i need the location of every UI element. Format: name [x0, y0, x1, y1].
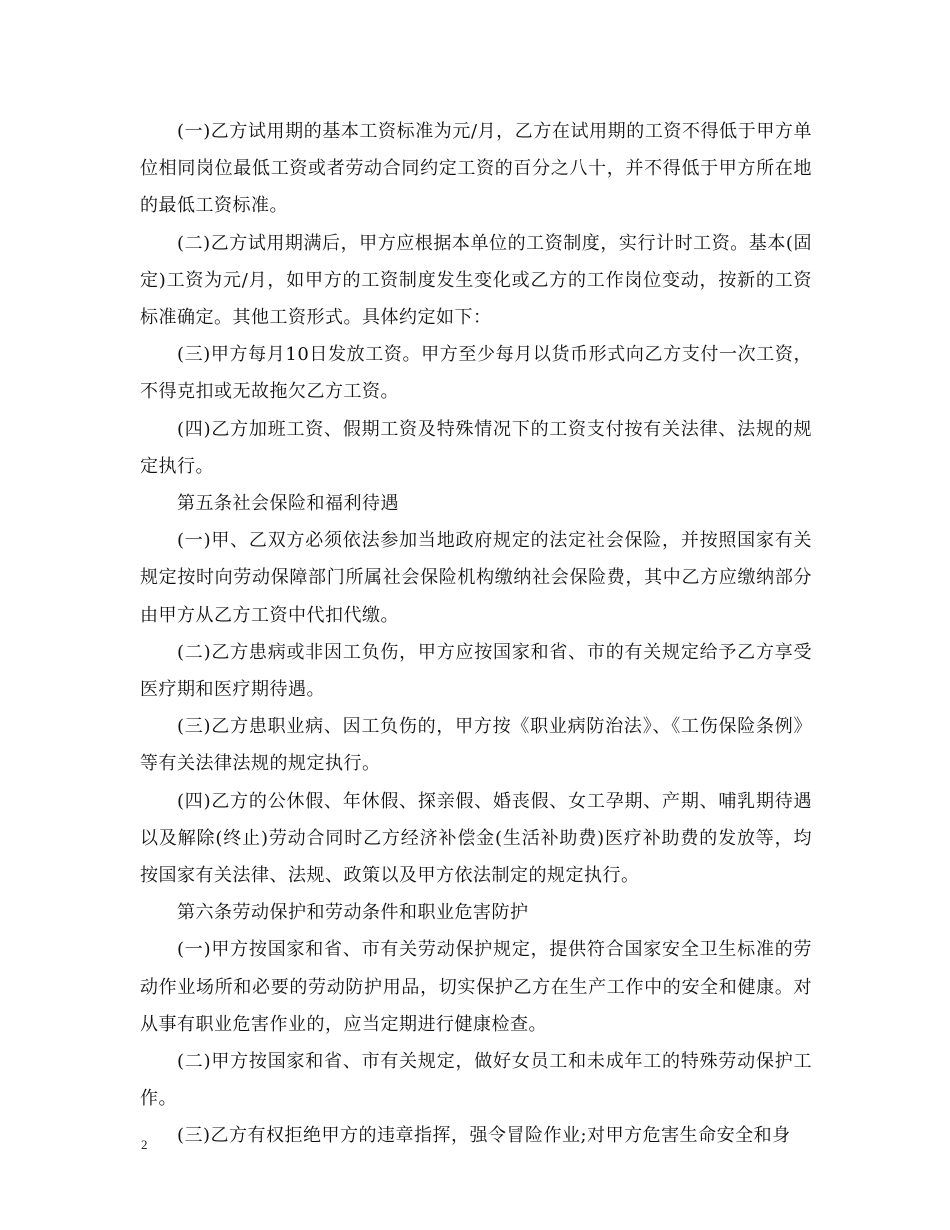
paragraph-wage-payment-date: (三)甲方每月10日发放工资。甲方至少每月以货币形式向乙方支付一次工资，不得克扣或无故拖欠乙方工资。	[140, 344, 812, 403]
paragraph-special-protection: (二)甲方按国家和省、市有关规定，做好女员工和未成年工的特殊劳动保护工作。	[140, 1051, 812, 1110]
paragraph-holidays-benefits: (四)乙方的公休假、年休假、探亲假、婚丧假、女工孕期、产期、哺乳期待遇以及解除(终止)劳动合同时乙方经济补偿金(生活补助费)医疗补助费的发放等，均按国家有关法律、法规、政策以及甲方依法制定的规定执行。	[140, 790, 812, 887]
paragraph-occupational-disease: (三)乙方患职业病、因工负伤的，甲方按《职业病防治法》、《工伤保险条例》等有关法律法规的规定执行。	[140, 716, 812, 775]
paragraph-overtime-wage: (四)乙方加班工资、假期工资及特殊情况下的工资支付按有关法律、法规的规定执行。	[140, 418, 812, 477]
document-body	[140, 113, 812, 1155]
article-six-heading: 第六条劳动保护和劳动条件和职业危害防护	[177, 902, 529, 924]
paragraph-probation-wage: (一)乙方试用期的基本工资标准为元/月，乙方在试用期的工资不得低于甲方单位相同岗位最低工资或者劳动合同约定工资的百分之八十，并不得低于甲方所在地的最低工资标准。	[140, 121, 812, 217]
paragraph-social-insurance: (一)甲、乙双方必须依法参加当地政府规定的法定社会保险，并按照国家有关规定按时向劳动保障部门所属社会保险机构缴纳社会保险费，其中乙方应缴纳部分由甲方从乙方工资中代扣代缴。	[140, 530, 812, 626]
paragraph-labor-protection: (一)甲方按国家和省、市有关劳动保护规定，提供符合国家安全卫生标准的劳动作业场所和必要的劳动防护用品，切实保护乙方在生产工作中的安全和健康。对从事有职业危害作业的，应当定期进行健康检查。	[140, 939, 812, 1035]
paragraph-refuse-violations: (三)乙方有权拒绝甲方的违章指挥，强令冒险作业;对甲方危害生命安全和身	[177, 1125, 791, 1147]
paragraph-post-probation-wage: (二)乙方试用期满后，甲方应根据本单位的工资制度，实行计时工资。基本(固定)工资为元/月，如甲方的工资制度发生变化或乙方的工作岗位变动，按新的工资标准确定。其他工资形式。具体约定如下：	[140, 232, 812, 329]
page-number: 2	[141, 1137, 148, 1152]
article-five-heading: 第五条社会保险和福利待遇	[177, 493, 399, 515]
paragraph-medical-leave: (二)乙方患病或非因工负伤，甲方应按国家和省、市的有关规定给予乙方享受医疗期和医疗期待遇。	[140, 641, 812, 701]
